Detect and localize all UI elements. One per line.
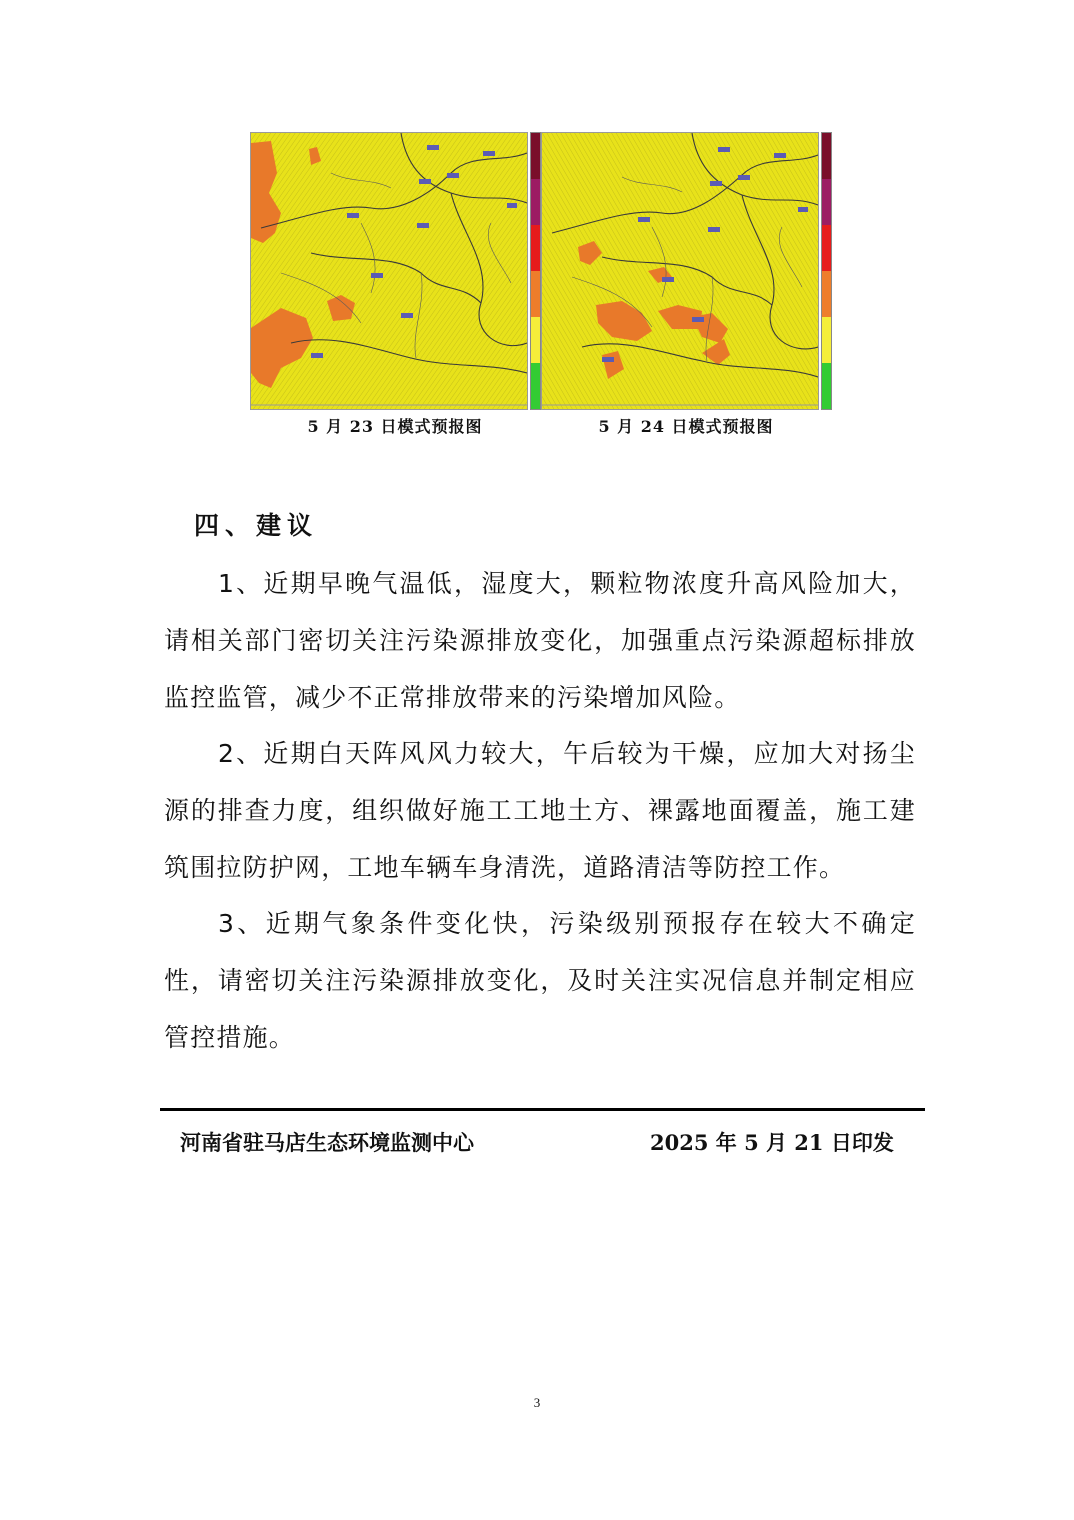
issuer-name: 河南省驻马店生态环境监测中心 (180, 1131, 474, 1155)
footer-divider (160, 1108, 925, 1111)
forecast-map-figure-2 (541, 132, 841, 436)
recommendation-paragraph-3: 3、近期气象条件变化快，污染级别预报存在较大不确定性，请密切关注污染源排放变化，及时关注实况信息并制定相应管控措施。 (164, 909, 916, 1052)
section-heading: 四、建议 (194, 511, 319, 540)
color-scale-2 (821, 132, 832, 410)
recommendation-paragraph-2: 2、近期白天阵风风力较大，午后较为干燥，应加大对扬尘源的排查力度，组织做好施工工地土方、裸露地面覆盖，施工建筑围拉防护网，工地车辆车身清洗，道路清洁等防控工作。 (164, 739, 916, 882)
forecast-map-figure-1 (250, 132, 550, 436)
page-number: 3 (533, 1395, 541, 1410)
color-scale-1 (530, 132, 541, 410)
forecast-map-image-2 (541, 132, 819, 410)
recommendation-paragraph-1: 1、近期早晚气温低，湿度大，颗粒物浓度升高风险加大，请相关部门密切关注污染源排放变化，加强重点污染源超标排放监控监管，减少不正常排放带来的污染增加风险。 (164, 569, 916, 712)
figure-caption-1: 5 月 23 日模式预报图 (307, 417, 483, 436)
forecast-map-image-1 (250, 132, 528, 410)
issue-date: 2025 年 5 月 21 日印发 (650, 1130, 894, 1155)
figure-caption-2: 5 月 24 日模式预报图 (598, 417, 774, 436)
